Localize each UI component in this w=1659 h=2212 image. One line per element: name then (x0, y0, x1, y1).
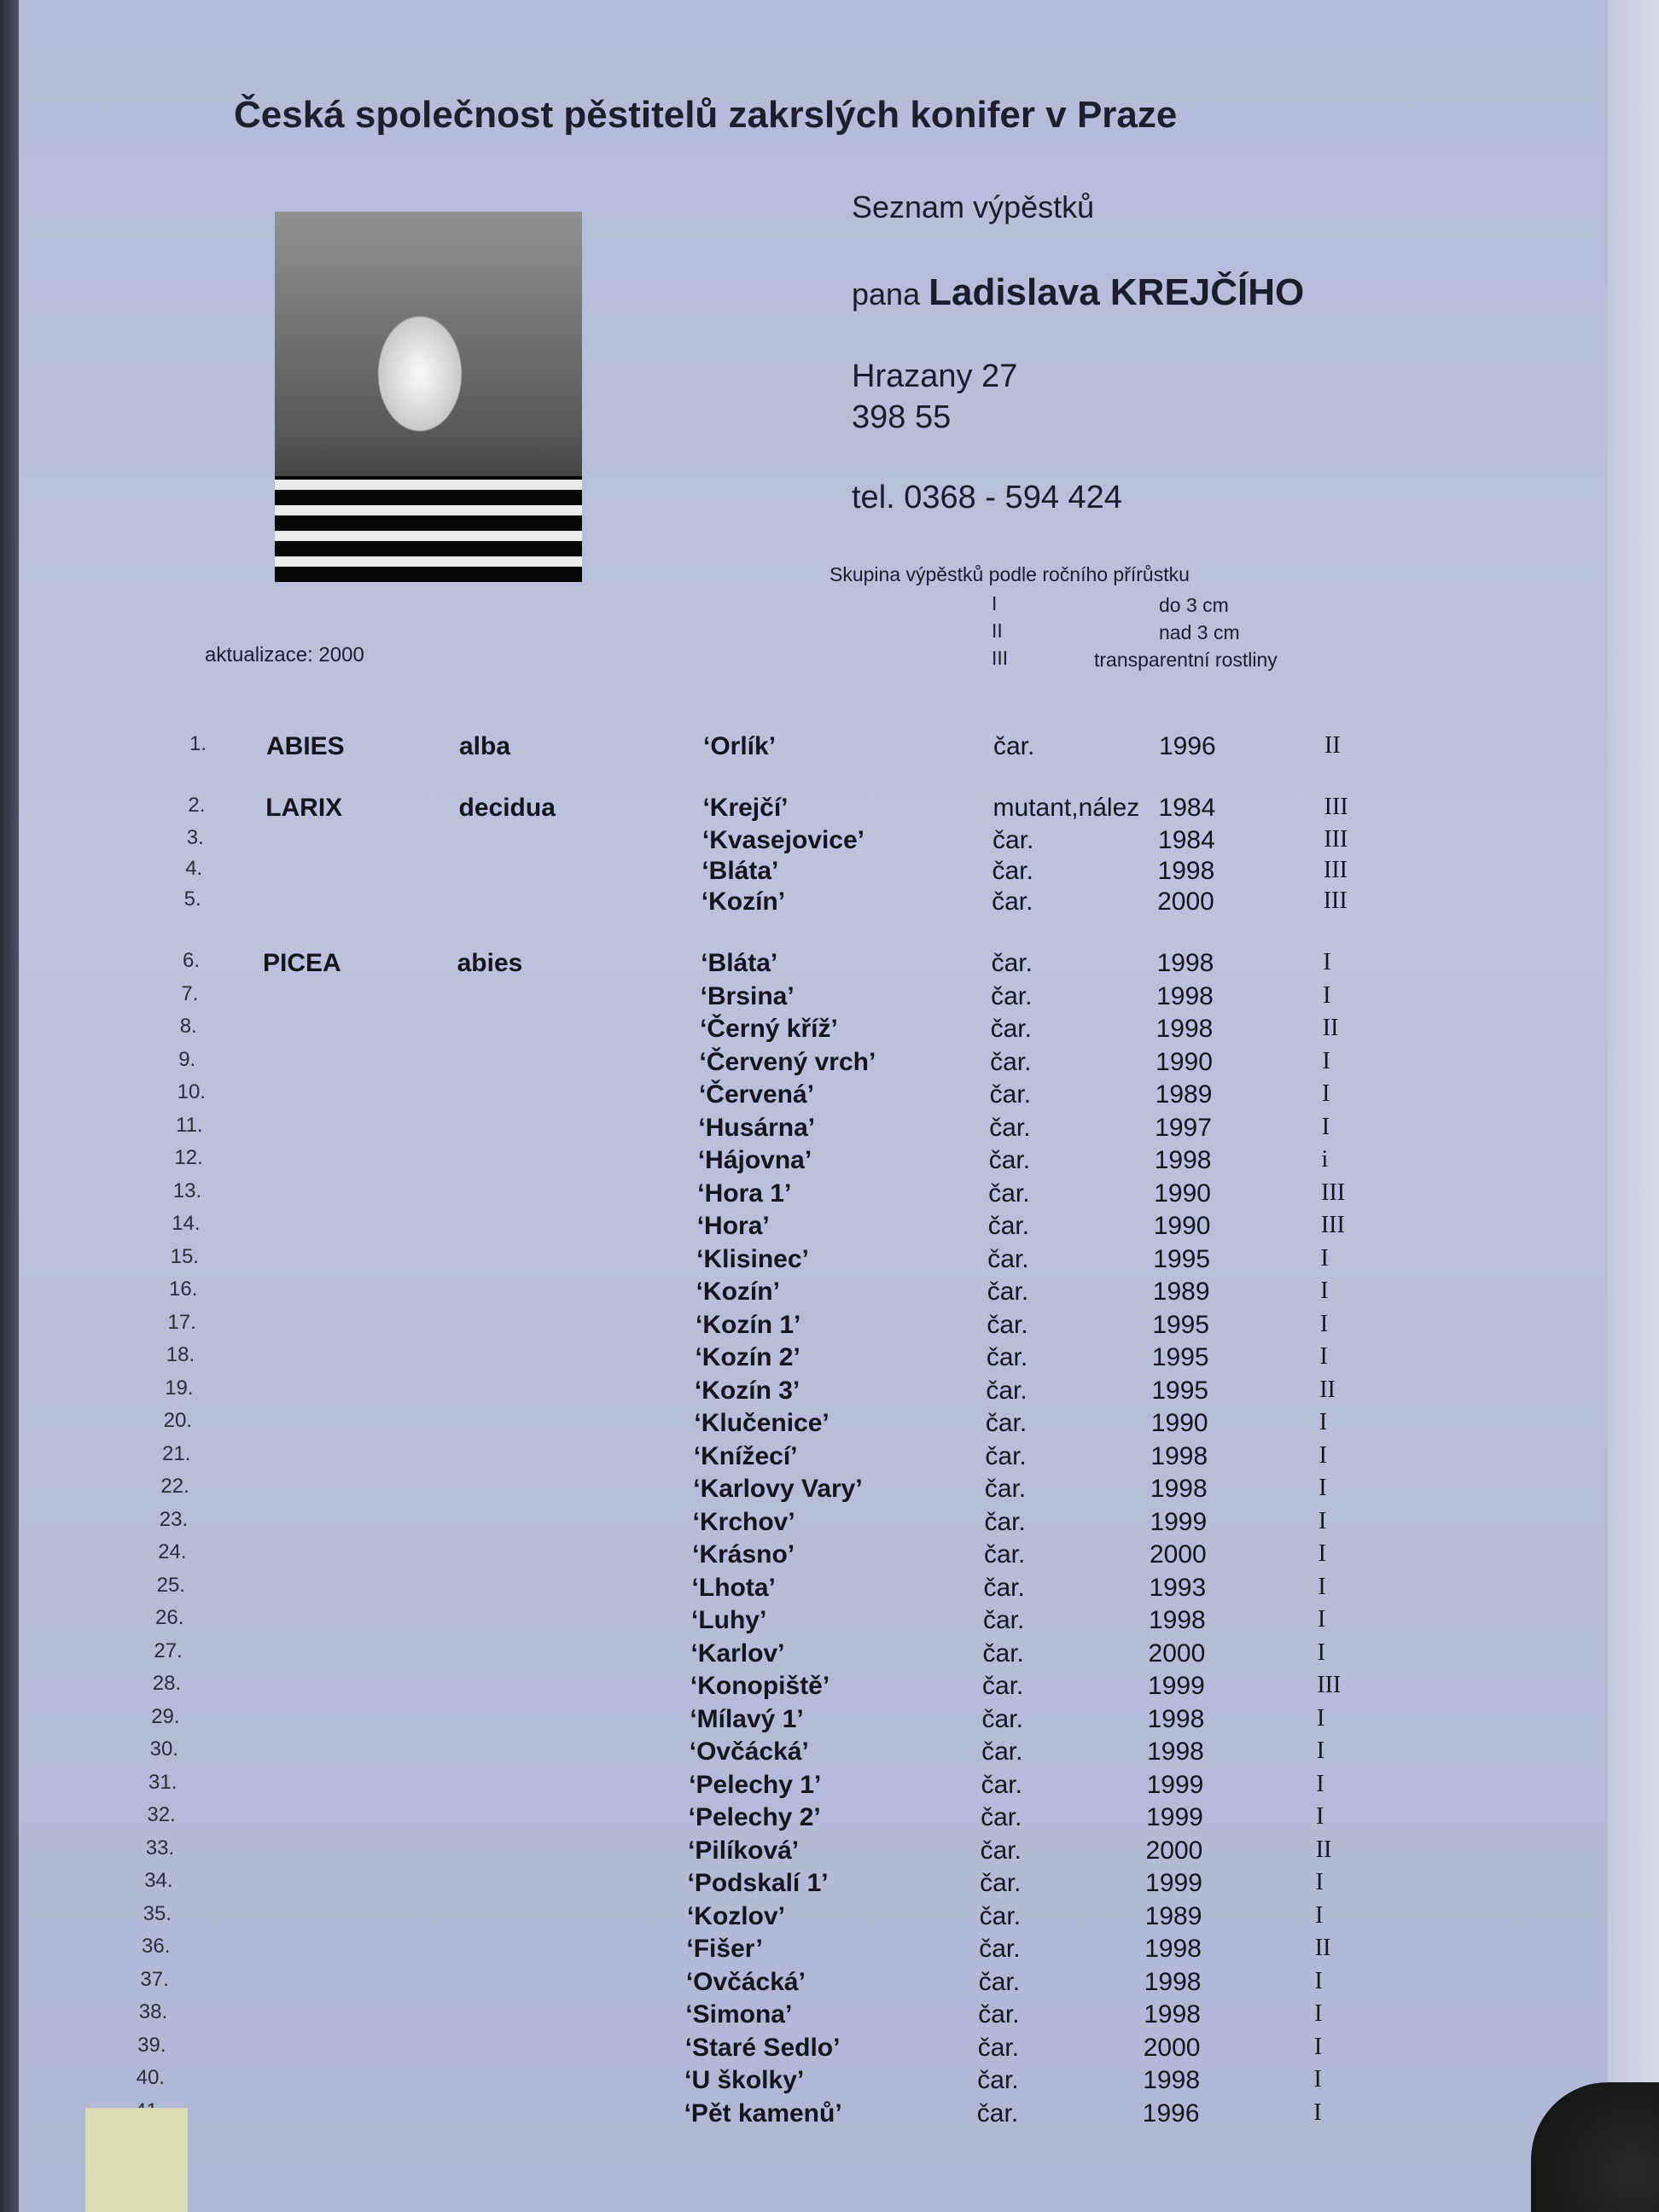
entry-number: 16. (169, 1278, 198, 1301)
entry-cultivar: ‘Krejčí’ (702, 794, 789, 822)
entry-cultivar: ‘Simona’ (685, 2000, 793, 2029)
entry-origin: čar. (977, 2066, 1019, 2094)
list-item (19, 1343, 1608, 1376)
entry-cultivar: ‘Kvasejovice’ (701, 826, 864, 854)
entry-group: I (1318, 1573, 1326, 1600)
name-prefix: pana (852, 276, 921, 311)
entry-group: I (1318, 1606, 1326, 1633)
entry-number: 28. (152, 1672, 182, 1695)
entry-cultivar: ‘Brsina’ (700, 981, 795, 1010)
entry-cultivar: ‘Hájovna’ (697, 1146, 812, 1174)
list-item (19, 982, 1608, 1015)
entry-number: 15. (170, 1244, 199, 1268)
entry-year: 1996 (1142, 2098, 1200, 2128)
entry-origin: čar. (981, 1738, 1023, 1766)
entry-year: 1990 (1155, 1047, 1213, 1076)
list-item (19, 1048, 1608, 1080)
list-item (19, 2034, 1608, 2066)
list-item (19, 826, 1608, 859)
entry-group: III (1320, 1212, 1345, 1238)
entry-number: 29. (151, 1704, 180, 1728)
list-item (19, 2099, 1608, 2132)
entry-origin: čar. (976, 2098, 1019, 2128)
entry-year: 1998 (1157, 857, 1215, 885)
entry-number: 3. (186, 826, 204, 849)
entry-cultivar: ‘Hora’ (696, 1212, 770, 1240)
entry-year: 1998 (1144, 2000, 1201, 2029)
yellow-paper-corner (85, 2108, 188, 2212)
legend-desc-1: do 3 cm (1159, 594, 1229, 616)
entry-origin: čar. (981, 1770, 1022, 1799)
entry-cultivar: ‘Krásno’ (692, 1540, 795, 1569)
entry-origin: čar. (990, 1047, 1032, 1076)
entry-number: 35. (143, 1901, 172, 1925)
entry-number: 34. (144, 1869, 173, 1892)
entry-origin: čar. (983, 1540, 1026, 1569)
entry-cultivar: ‘Karlov’ (690, 1639, 785, 1668)
legend-code-2: II (992, 620, 1003, 642)
entry-cultivar: ‘Podskalí 1’ (687, 1869, 829, 1897)
entry-group: I (1320, 1278, 1329, 1304)
entry-year: 1990 (1154, 1179, 1211, 1208)
entry-year: 1995 (1152, 1310, 1210, 1339)
list-item (19, 888, 1608, 920)
entry-group: III (1323, 888, 1348, 914)
entry-number: 25. (156, 1573, 185, 1597)
entry-number: 17. (167, 1310, 196, 1334)
entry-number: 20. (163, 1409, 192, 1432)
list-item (19, 1639, 1608, 1672)
entry-number: 19. (165, 1376, 194, 1400)
entry-year: 1998 (1150, 1441, 1208, 1470)
entry-number: 10. (177, 1080, 206, 1103)
entry-species: decidua (458, 794, 556, 822)
entry-year: 1998 (1144, 1967, 1202, 1996)
list-item (19, 857, 1608, 889)
entry-origin: čar. (979, 1901, 1022, 1930)
entry-cultivar: ‘Klisinec’ (696, 1244, 809, 1273)
entry-year: 2000 (1148, 1639, 1206, 1668)
entry-number: 9. (178, 1047, 196, 1071)
entry-genus: ABIES (266, 732, 345, 760)
entry-origin: čar. (992, 888, 1033, 916)
entry-group: I (1313, 2098, 1322, 2126)
entry-cultivar: ‘Hora 1’ (697, 1179, 792, 1208)
entry-origin: čar. (982, 1672, 1024, 1700)
list-item (19, 1409, 1608, 1441)
entry-year: 1999 (1146, 1770, 1204, 1799)
entry-genus: PICEA (263, 949, 341, 977)
page-title: Česká společnost pěstitelů zakrslých konifer v Praze (234, 94, 1178, 136)
entry-number: 33. (145, 1836, 175, 1860)
legend-code-3: III (992, 647, 1009, 669)
list-item (19, 1311, 1608, 1343)
entry-group: I (1321, 1113, 1330, 1140)
entry-year: 1998 (1143, 2066, 1201, 2094)
entry-cultivar: ‘Kozlov’ (686, 1901, 785, 1930)
address-line2: 398 55 (852, 399, 952, 435)
entry-year: 1984 (1158, 794, 1216, 822)
entry-number: 2. (188, 794, 206, 817)
list-item (19, 732, 1608, 765)
entry-species: abies (457, 949, 523, 977)
entry-origin: čar. (989, 1113, 1031, 1142)
entry-origin: čar. (983, 1573, 1025, 1602)
entry-group: I (1323, 981, 1331, 1009)
entry-cultivar: ‘Bláta’ (701, 949, 778, 977)
list-item (19, 1803, 1608, 1836)
entry-year: 1999 (1148, 1672, 1205, 1700)
entry-number: 40. (136, 2066, 165, 2089)
entry-origin: čar. (986, 1376, 1027, 1405)
list-item (19, 1475, 1608, 1507)
entry-cultivar: ‘Pět kamenů’ (684, 2098, 842, 2128)
list-item (19, 1672, 1608, 1704)
list-item (19, 1179, 1608, 1212)
entry-origin: čar. (992, 826, 1034, 854)
entry-group: III (1324, 826, 1348, 853)
update-note: aktualizace: 2000 (205, 643, 364, 667)
entry-group: I (1323, 949, 1331, 975)
entry-number: 32. (147, 1803, 176, 1826)
entry-year: 1984 (1158, 826, 1215, 854)
entry-cultivar: ‘Kozín 1’ (696, 1310, 801, 1339)
list-item (19, 1738, 1608, 1770)
entry-number: 24. (158, 1540, 187, 1563)
entry-year: 1997 (1155, 1113, 1212, 1142)
list-item (19, 794, 1608, 826)
entry-origin: mutant,nález (992, 794, 1140, 822)
entry-group: II (1324, 732, 1341, 759)
entry-group: III (1317, 1672, 1342, 1698)
entry-cultivar: ‘Karlovy Vary’ (693, 1475, 863, 1503)
list-item (19, 1574, 1608, 1606)
entry-year: 2000 (1143, 2033, 1201, 2062)
list-item (19, 949, 1608, 981)
entry-year: 1993 (1149, 1573, 1207, 1602)
entry-species: alba (459, 732, 511, 760)
entry-cultivar: ‘Husárna’ (698, 1113, 816, 1142)
entry-cultivar: ‘Klučenice’ (694, 1409, 830, 1437)
entry-year: 1989 (1144, 1901, 1202, 1930)
legend-code-1: I (992, 592, 998, 614)
entry-origin: čar. (988, 1146, 1031, 1174)
entry-number: 21. (162, 1441, 191, 1465)
legend-title: Skupina výpěstků podle ročního přírůstku (830, 563, 1190, 585)
list-item (19, 1935, 1608, 1967)
entry-origin: čar. (993, 732, 1035, 760)
entry-year: 1998 (1147, 1738, 1204, 1766)
entry-origin: čar. (978, 1967, 1021, 1996)
list-item (19, 1771, 1608, 1803)
entry-number: 36. (142, 1935, 171, 1958)
entry-cultivar: ‘Bláta’ (701, 857, 779, 885)
entry-origin: čar. (977, 2033, 1020, 2062)
entry-origin: čar. (983, 1606, 1025, 1634)
list-item (19, 1508, 1608, 1540)
entry-cultivar: ‘Orlík’ (703, 732, 777, 760)
list-item (19, 1705, 1608, 1738)
entry-origin: čar. (980, 1869, 1022, 1897)
entry-year: 1998 (1149, 1606, 1206, 1634)
list-item (19, 1278, 1608, 1310)
entry-cultivar: ‘Krchov’ (692, 1507, 795, 1536)
entry-origin: čar. (988, 1179, 1030, 1208)
entry-group: I (1314, 2000, 1323, 2027)
entry-cultivar: ‘Kozín’ (696, 1278, 780, 1306)
entry-group: I (1315, 1901, 1324, 1929)
list-item (19, 1080, 1608, 1113)
entry-group: I (1318, 1507, 1327, 1534)
entry-year: 1998 (1144, 1935, 1202, 1963)
entry-group: I (1313, 2033, 1323, 2060)
list-item (19, 1442, 1608, 1475)
list-item (19, 1540, 1608, 1573)
entry-number: 39. (137, 2033, 166, 2057)
entry-year: 1996 (1159, 732, 1216, 760)
entry-cultivar: ‘Konopiště’ (690, 1672, 830, 1700)
entry-cultivar: ‘Kozín’ (701, 888, 786, 916)
owner-name: Ladislava KREJČÍHO (928, 271, 1305, 313)
entry-origin: čar. (982, 1639, 1024, 1668)
entry-year: 2000 (1149, 1540, 1207, 1569)
entry-cultivar: ‘Ovčácká’ (685, 1967, 806, 1996)
document-page (19, 0, 1608, 2212)
entry-group: I (1316, 1803, 1324, 1830)
entry-year: 1989 (1155, 1080, 1213, 1109)
entry-number: 11. (176, 1113, 203, 1137)
entry-group: III (1324, 857, 1348, 883)
legend-desc-2: nad 3 cm (1159, 621, 1240, 643)
entry-origin: čar. (986, 1343, 1028, 1371)
entry-group: I (1317, 1639, 1325, 1666)
entry-group: I (1322, 1080, 1330, 1107)
list-item (19, 1837, 1608, 1869)
address-line1: Hrazany 27 (852, 358, 1018, 394)
entry-cultivar: ‘Staré Sedlo’ (684, 2033, 841, 2062)
entry-number: 8. (179, 1015, 197, 1038)
entry-year: 1998 (1154, 1146, 1212, 1174)
portrait-photo (275, 212, 582, 582)
entry-number: 6. (183, 949, 201, 972)
entry-number: 37. (140, 1967, 169, 1991)
list-item (19, 1902, 1608, 1935)
entry-year: 2000 (1145, 1836, 1203, 1865)
list-item (19, 1606, 1608, 1639)
entry-year: 1990 (1153, 1212, 1211, 1240)
entry-group: I (1314, 1967, 1323, 1994)
list-item (19, 1212, 1608, 1244)
entry-origin: čar. (987, 1212, 1030, 1240)
entry-number: 31. (148, 1770, 178, 1794)
list-item (19, 1968, 1608, 2000)
entry-number: 13. (172, 1179, 202, 1202)
entry-cultivar: ‘Ovčácká’ (689, 1738, 809, 1766)
entry-origin: čar. (985, 1441, 1027, 1470)
entry-origin: čar. (980, 1836, 1022, 1865)
entry-group: I (1319, 1310, 1329, 1337)
entry-group: I (1320, 1244, 1329, 1272)
entry-year: 2000 (1157, 888, 1214, 916)
entry-year: 1995 (1151, 1343, 1209, 1371)
entry-cultivar: ‘U školky’ (684, 2066, 805, 2094)
entry-year: 1999 (1150, 1507, 1208, 1536)
entry-origin: čar. (991, 949, 1033, 977)
entry-cultivar: ‘Černý kříž’ (700, 1015, 838, 1043)
entry-year: 1998 (1156, 949, 1214, 977)
entry-group: I (1313, 2066, 1322, 2093)
entry-origin: čar. (981, 1803, 1022, 1831)
entry-origin: čar. (981, 1704, 1023, 1733)
entry-origin: čar. (992, 857, 1033, 885)
entry-cultivar: ‘Lhota’ (691, 1573, 776, 1602)
entry-number: 38. (138, 2000, 168, 2023)
entry-number: 23. (159, 1507, 189, 1531)
entry-origin: čar. (987, 1310, 1028, 1339)
entry-number: 1. (189, 732, 207, 755)
entry-cultivar: ‘Kozín 3’ (694, 1376, 800, 1405)
entry-group: II (1319, 1376, 1336, 1403)
list-item (19, 1114, 1608, 1146)
entry-origin: čar. (978, 2000, 1020, 2029)
entry-number: 27. (154, 1639, 183, 1662)
entry-cultivar: ‘Červený vrch’ (699, 1047, 876, 1076)
entry-group: I (1319, 1343, 1328, 1370)
entry-group: I (1318, 1540, 1326, 1567)
list-item (19, 1245, 1608, 1278)
entry-origin: čar. (989, 1080, 1032, 1109)
entry-cultivar: ‘Fišer’ (686, 1935, 763, 1963)
entry-year: 1989 (1152, 1278, 1210, 1306)
list-item (19, 1377, 1608, 1409)
entry-cultivar: ‘Pelechy 2’ (688, 1803, 821, 1831)
entry-origin: čar. (979, 1935, 1021, 1963)
list-item (19, 1146, 1608, 1179)
entry-origin: čar. (984, 1475, 1027, 1503)
entry-group: I (1316, 1738, 1325, 1764)
entry-group: II (1322, 1015, 1339, 1041)
owner-name-line (852, 271, 1304, 314)
entry-cultivar: ‘Červená’ (698, 1080, 815, 1109)
list-label: Seznam výpěstků (852, 189, 1095, 224)
entry-group: I (1318, 1441, 1327, 1469)
entry-number: 26. (155, 1606, 184, 1629)
entry-origin: čar. (991, 981, 1033, 1010)
entry-origin: čar. (984, 1507, 1026, 1536)
entry-group: III (1321, 1179, 1346, 1206)
entry-origin: čar. (985, 1409, 1027, 1437)
entry-group: I (1318, 1475, 1327, 1501)
legend-desc-3: transparentní rostliny (1094, 649, 1278, 671)
entry-group: III (1324, 794, 1348, 820)
entry-number: 4. (185, 857, 203, 880)
entry-number: 5. (183, 888, 201, 911)
entry-group: I (1318, 1409, 1328, 1435)
list-item (19, 1015, 1608, 1047)
entry-year: 1998 (1156, 981, 1214, 1010)
entry-group: II (1314, 1935, 1331, 1961)
entry-year: 1995 (1153, 1244, 1211, 1273)
entry-year: 1998 (1147, 1704, 1205, 1733)
entry-cultivar: ‘Luhy’ (691, 1606, 767, 1634)
entry-group: I (1322, 1047, 1330, 1074)
entry-origin: čar. (987, 1244, 1029, 1273)
entry-year: 1998 (1150, 1475, 1208, 1503)
entry-cultivar: ‘Knížecí’ (693, 1441, 798, 1470)
entry-origin: čar. (987, 1278, 1029, 1306)
entry-number: 22. (160, 1475, 189, 1498)
entry-year: 1998 (1155, 1015, 1214, 1043)
list-item (19, 2066, 1608, 2098)
entry-number: 14. (172, 1212, 201, 1235)
entry-origin: čar. (990, 1015, 1032, 1043)
list-item (19, 2000, 1608, 2033)
page-edge (1608, 0, 1659, 2212)
phone: tel. 0368 - 594 424 (852, 480, 1122, 515)
entry-year: 1990 (1150, 1409, 1208, 1437)
entry-group: I (1317, 1704, 1325, 1732)
entry-year: 1995 (1151, 1376, 1209, 1405)
entry-group: I (1316, 1770, 1324, 1797)
entry-number: 7. (181, 981, 199, 1005)
entry-group: i (1321, 1146, 1329, 1173)
entry-genus: LARIX (265, 794, 343, 822)
entry-year: 1999 (1146, 1803, 1203, 1831)
entry-cultivar: ‘Pelechy 1’ (689, 1770, 822, 1799)
entry-year: 1999 (1145, 1869, 1202, 1897)
entry-cultivar: ‘Mílavý 1’ (690, 1704, 804, 1733)
entry-number: 30. (149, 1738, 178, 1761)
entry-group: I (1315, 1869, 1324, 1895)
list-item (19, 1869, 1608, 1901)
entry-number: 18. (166, 1343, 195, 1366)
entry-number: 12. (174, 1146, 203, 1169)
entry-group: II (1315, 1836, 1332, 1863)
entry-cultivar: ‘Pilíková’ (688, 1836, 800, 1865)
entry-cultivar: ‘Kozín 2’ (695, 1343, 800, 1371)
